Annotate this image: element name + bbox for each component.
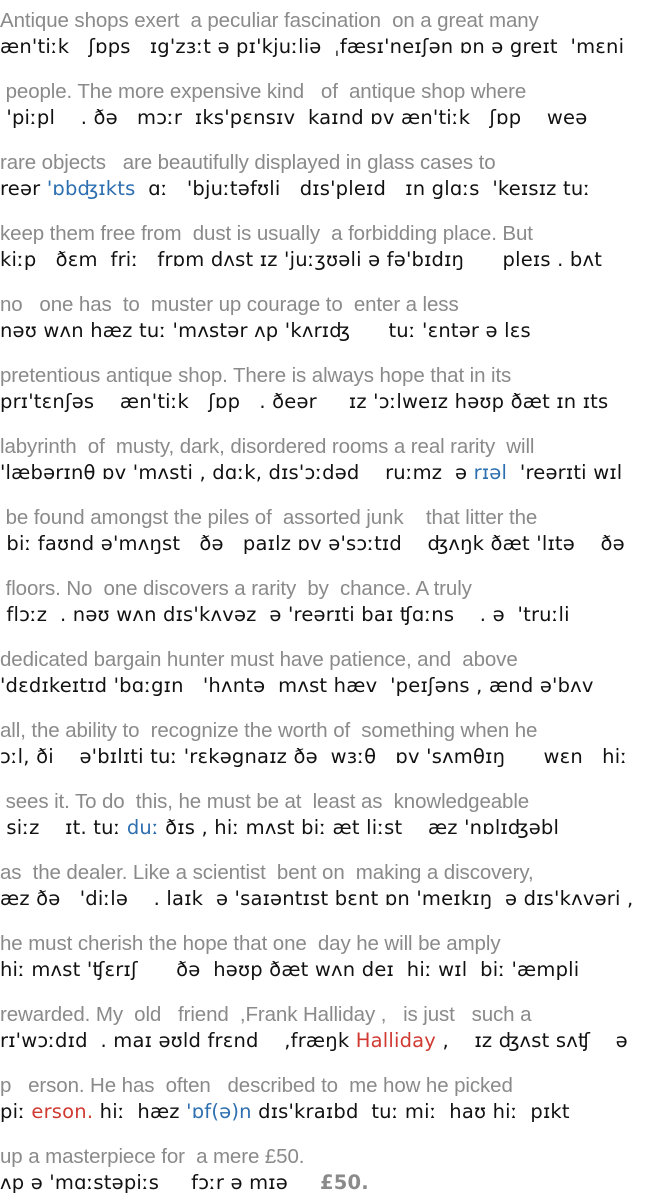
ipa-line xyxy=(0,602,650,628)
english-line: keep them free from dust is usually a forbidding place. But xyxy=(0,222,533,245)
ipa-segment: dɪs'kraɪbd tuː miː haʊ hiː pɪkt xyxy=(251,1100,570,1123)
english-line: floors. No one discovers a rarity by chance. A truly xyxy=(0,577,472,600)
ipa-segment: piː xyxy=(0,1100,32,1123)
ipa-line xyxy=(0,389,650,415)
ipa-line xyxy=(0,815,650,841)
english-line: p erson. He has often described to me how he picked xyxy=(0,1074,513,1097)
ipa-line xyxy=(0,105,650,131)
ipa-line xyxy=(0,531,650,557)
english-line: be found amongst the piles of assorted junk that litter the xyxy=(0,506,538,529)
ipa-line xyxy=(0,460,650,486)
line-pair xyxy=(0,576,650,628)
line-pair xyxy=(0,434,650,486)
english-line: he must cherish the hope that one day he will be amply xyxy=(0,932,501,955)
ipa-segment: ʌp ə 'mɑːstəpiːs fɔːr ə mɪə xyxy=(0,1171,320,1194)
line-pair xyxy=(0,292,650,344)
ipa-line xyxy=(0,247,650,273)
highlighted-word: 'ɒf(ə)n xyxy=(186,1100,252,1123)
english-line: labyrinth of musty, dark, disordered rooms a real rarity will xyxy=(0,435,535,458)
ipa-segment: 'læbərɪnθ ɒv 'mʌsti , dɑːk, dɪs'ɔːdəd ruːmz ə xyxy=(0,461,474,484)
ipa-segment: nəʊ wʌn hæz tuː 'mʌstər ʌp 'kʌrɪʤ tuː 'ɛntər ə lɛs xyxy=(0,319,531,342)
line-pair xyxy=(0,363,650,415)
ipa-line xyxy=(0,1099,650,1125)
line-pair xyxy=(0,860,650,912)
ipa-segment: rɪ'wɔːdɪd . maɪ əʊld frɛnd ,fræŋk xyxy=(0,1029,356,1052)
english-line: rewarded. My old friend ,Frank Halliday , is just such a xyxy=(0,1003,532,1026)
ipa-segment: hiː mʌst 'ʧɛrɪʃ ðə həʊp ðæt wʌn deɪ hiː wɪl biː 'æmpli xyxy=(0,958,580,981)
ipa-line xyxy=(0,886,650,912)
line-pair xyxy=(0,8,650,60)
ipa-segment: siːz ɪt. tuː xyxy=(0,816,127,839)
ipa-segment: , ɪz ʤʌst sʌʧ ə xyxy=(436,1029,628,1052)
highlighted-word: £50. xyxy=(319,1171,369,1194)
line-pair xyxy=(0,718,650,770)
ipa-segment: 'piːpl . ðə mɔːr ɪks'pɛnsɪv kaɪnd ɒv æn'tiːk ʃɒp weə xyxy=(0,106,588,129)
line-pair xyxy=(0,1144,650,1196)
english-line: Antique shops exert a peculiar fascination on a great many xyxy=(0,9,539,32)
english-line: rare objects are beautifully displayed in glass cases to xyxy=(0,151,496,174)
highlighted-word: rɪəl xyxy=(473,461,508,484)
line-pair xyxy=(0,150,650,202)
line-pair xyxy=(0,931,650,983)
english-line: people. The more expensive kind of antique shop where xyxy=(0,80,527,103)
ipa-segment: 'reərɪti wɪl xyxy=(507,461,623,484)
english-line: sees it. To do this, he must be at least as knowledgeable xyxy=(0,790,530,813)
line-pair xyxy=(0,1073,650,1125)
ipa-segment: 'dɛdɪkeɪtɪd 'bɑːgɪn 'hʌntə mʌst hæv 'peɪʃəns , ænd ə'bʌv xyxy=(0,674,594,697)
ipa-segment: æn'tiːk ʃɒps ɪg'zɜːt ə pɪ'kjuːliə ˌfæsɪ'neɪʃən ɒn ə greɪt 'mɛni xyxy=(0,35,625,58)
highlighted-word: duː xyxy=(126,816,159,839)
ipa-segment: flɔːz . nəʊ wʌn dɪs'kʌvəz ə 'reərɪti baɪ ʧɑːns . ə 'truːli xyxy=(0,603,570,626)
ipa-segment: prɪ'tɛnʃəs æn'tiːk ʃɒp . ðeər ɪz 'ɔːlweɪz həʊp ðæt ɪn ɪts xyxy=(0,390,609,413)
ipa-line xyxy=(0,176,650,202)
ipa-segment: ðɪs , hiː mʌst biː æt liːst æz 'nɒlɪʤəbl xyxy=(158,816,560,839)
ipa-segment: æz ðə 'diːlə . laɪk ə 'saɪəntɪst bɛnt ɒn 'meɪkɪŋ ə dɪs'kʌvəri , xyxy=(0,887,634,910)
line-pair xyxy=(0,647,650,699)
ipa-segment: reər xyxy=(0,177,47,200)
highlighted-word: erson. xyxy=(31,1100,94,1123)
ipa-line xyxy=(0,1170,650,1196)
english-line: up a masterpiece for a mere £50. xyxy=(0,1145,305,1168)
line-pair xyxy=(0,789,650,841)
line-pair xyxy=(0,221,650,273)
english-line: dedicated bargain hunter must have patience, and above xyxy=(0,648,518,671)
highlighted-word: Halliday xyxy=(355,1029,437,1052)
ipa-segment: biː faʊnd ə'mʌŋst ðə paɪlz ɒv ə'sɔːtɪd ʤʌŋk ðæt 'lɪtə ðə xyxy=(0,532,625,555)
ipa-line xyxy=(0,744,650,770)
highlighted-word: 'ɒbʤɪkts xyxy=(46,177,136,200)
english-line: no one has to muster up courage to enter a less xyxy=(0,293,459,316)
ipa-segment: kiːp ðɛm friː frɒm dʌst ɪz 'juːʒʊəli ə fə'bɪdɪŋ pleɪs . bʌt xyxy=(0,248,603,271)
ipa-line xyxy=(0,673,650,699)
ipa-segment: ɔːl, ði ə'bɪlɪti tuː 'rɛkəgnaɪz ðə wɜːθ ɒv 'sʌmθɪŋ wɛn hiː xyxy=(0,745,628,768)
english-line: as the dealer. Like a scientist bent on making a discovery, xyxy=(0,861,534,884)
english-line: all, the ability to recognize the worth of something when he xyxy=(0,719,538,742)
line-pair xyxy=(0,505,650,557)
ipa-line xyxy=(0,318,650,344)
line-pair xyxy=(0,1002,650,1054)
ipa-segment: ɑː 'bjuːtəfʊli dɪs'pleɪd ɪn glɑːs 'keɪsɪz tuː xyxy=(135,177,591,200)
ipa-segment: hiː hæz xyxy=(93,1100,187,1123)
line-pair xyxy=(0,79,650,131)
english-line: pretentious antique shop. There is always hope that in its xyxy=(0,364,512,387)
ipa-line xyxy=(0,34,650,60)
ipa-line xyxy=(0,1028,650,1054)
ipa-line xyxy=(0,957,650,983)
